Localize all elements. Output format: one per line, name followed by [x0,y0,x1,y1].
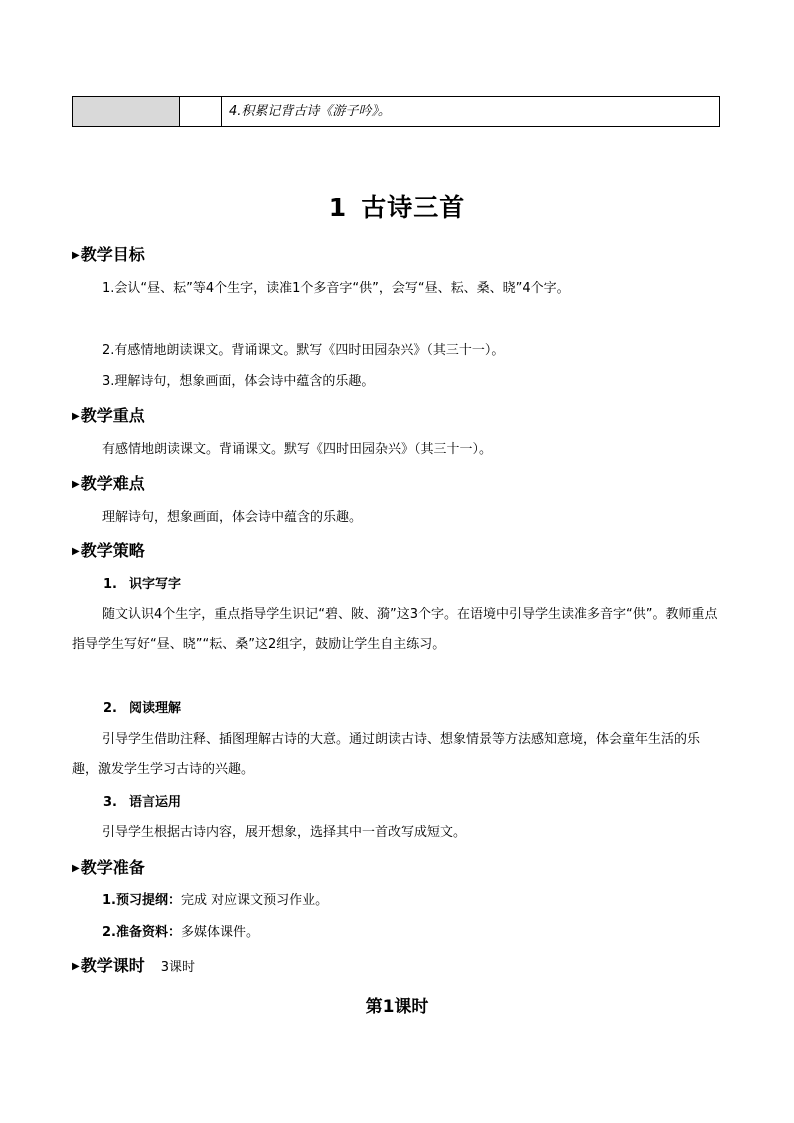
goal-item-3: 3.理解诗句，想象画面，体会诗中蕴含的乐趣。 [102,374,375,389]
table-cell-empty [180,97,222,126]
strategy-subheading-2: 2. 阅读理解 [103,701,181,716]
key-points-text: 有感情地朗读课文。背诵课文。默写《四时田园杂兴》（其三十一）。 [102,442,493,457]
heading-strategy: ▶教学策略 [72,541,145,560]
triangle-bullet-icon: ▶ [72,411,80,422]
strategy-text-1: 随文认识4个生字，重点指导学生识记“碧、陂、漪”这3个字。在语境中引导学生读准多音字“供”。教师重点指导学生写好“昼、晓”“耘、桑”这2组字，鼓励让学生自主练习。 [72,607,718,652]
triangle-bullet-icon: ▶ [72,961,80,972]
strategy-text-3: 引导学生根据古诗内容，展开想象，选择其中一首改写成短文。 [102,825,467,840]
triangle-bullet-icon: ▶ [72,546,80,557]
triangle-bullet-icon: ▶ [72,479,80,490]
heading-preparation: ▶教学准备 [72,858,145,877]
strategy-text-2: 引导学生借助注释、插图理解古诗的大意。通过朗读古诗、想象情景等方法感知意境，体会童年生活的乐趣，激发学生学习古诗的兴趣。 [72,732,701,777]
preparation-item-2: 2.准备资料：多媒体课件。 [102,925,259,940]
triangle-bullet-icon: ▶ [72,250,80,261]
lesson-heading: 第1课时 [365,997,429,1017]
difficulties-text: 理解诗句，想象画面，体会诗中蕴含的乐趣。 [102,510,363,525]
table-cell-text: 4.积累记背古诗《游子吟》。 [229,104,391,119]
title-number: 1 [328,193,348,222]
strategy-subheading-1: 1. 识字写字 [103,577,181,592]
triangle-bullet-icon: ▶ [72,863,80,874]
hours-value: 3课时 [160,960,195,975]
goal-item-2: 2.有感情地朗读课文。背诵课文。默写《四时田园杂兴》（其三十一）。 [102,343,505,358]
heading-difficulties: ▶教学难点 [72,474,145,493]
heading-hours: ▶教学课时 3课时 [72,956,195,975]
strategy-subheading-3: 3. 语言运用 [103,795,181,810]
page-title [0,188,794,224]
top-table [72,96,720,127]
goal-item-1: 1.会认“昼、耘”等4个生字，读准1个多音字“供”，会写“昼、耘、桑、晓”4个字。 [102,281,570,296]
table-cell-shaded [73,97,180,126]
heading-goals: ▶教学目标 [72,245,145,264]
title-text: 古诗三首 [361,193,466,222]
preparation-item-1: 1.预习提纲：完成 对应课文预习作业。 [102,893,329,908]
heading-key-points: ▶教学重点 [72,406,145,425]
